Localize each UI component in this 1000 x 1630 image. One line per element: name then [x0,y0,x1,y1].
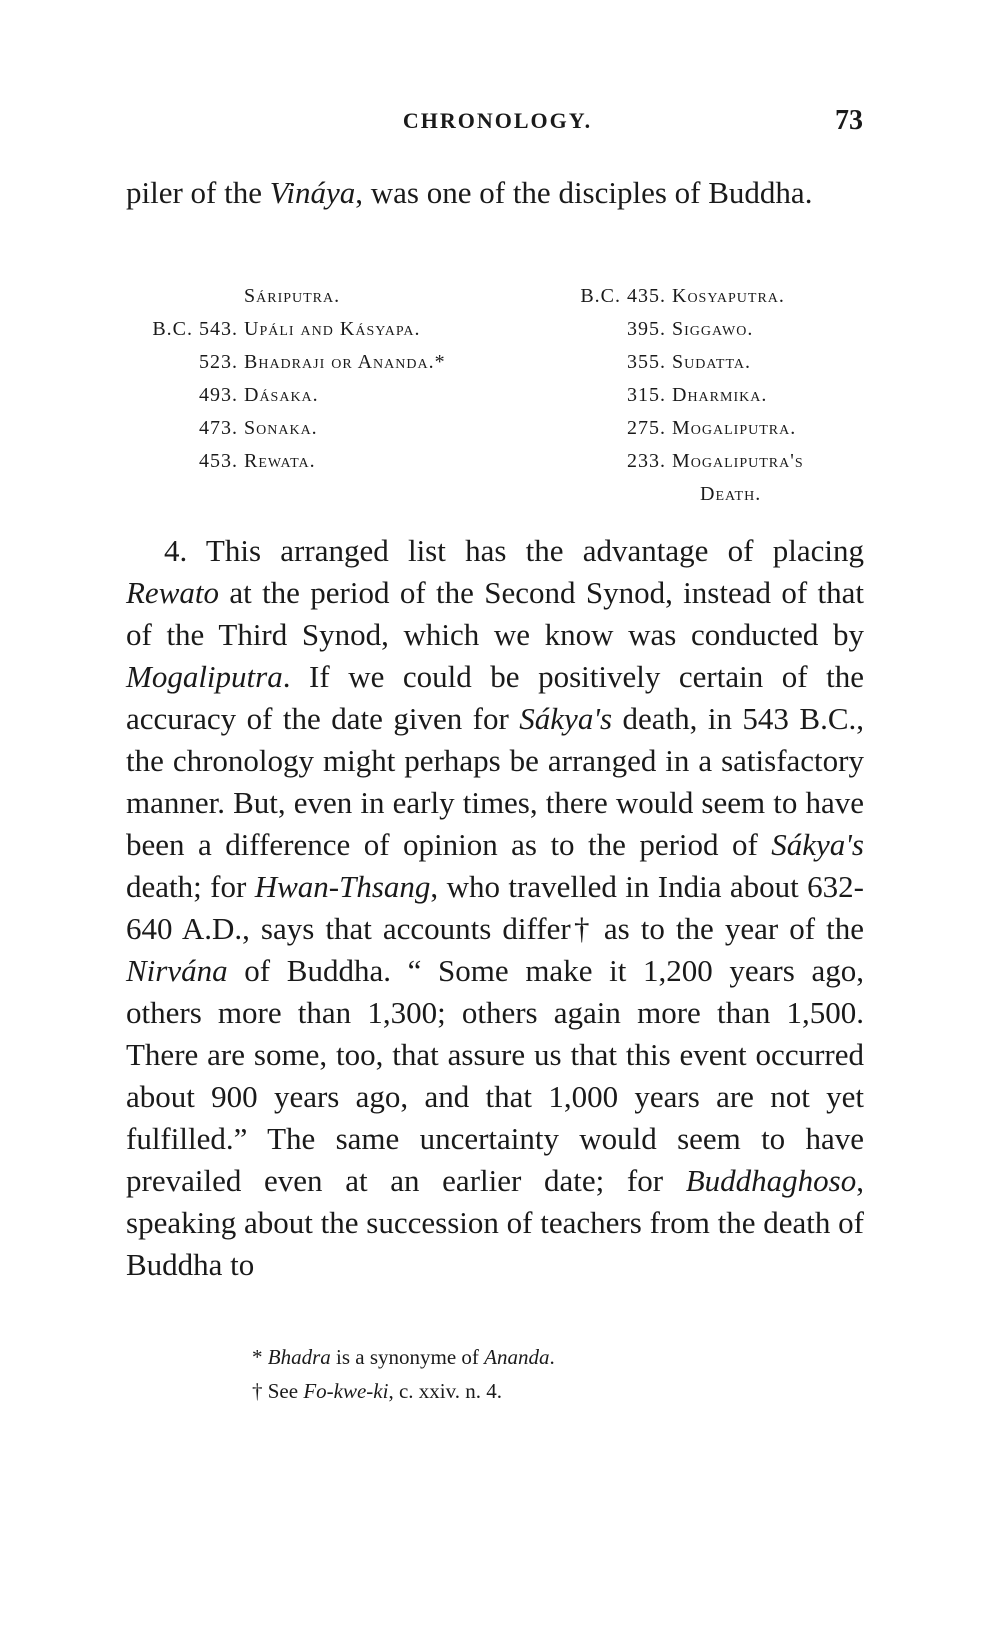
text-run: at the period of the Second Synod, instead of that of the Third Synod, which we know was conducted by [126,575,864,652]
list-name: Kosyaputra. [672,285,785,307]
italic-term: Sákya's [771,827,864,862]
text-run: . If we could be positively certain of the accuracy of the date given for [126,659,864,736]
list-year: 453. [199,450,238,472]
list-name: Upáli and Kásyapa. [244,318,421,340]
text-run: , speaking about the succession of teachers from the death of Buddha to [126,1163,864,1282]
italic-term: Vináya [269,175,356,210]
list-year: 355. [627,351,666,373]
succession-list-left [120,280,540,478]
italic-term: Fo-kwe-ki [303,1379,389,1403]
list-name: Siggawo. [672,318,754,340]
text-run: piler of the [126,175,270,210]
footnote-2 [252,1374,852,1408]
text-run: death; for [126,869,255,904]
list-item [120,379,540,412]
list-year: B.C. 543. [152,318,238,340]
footnotes [252,1340,852,1408]
succession-list-right [560,280,880,511]
list-item [560,379,880,412]
list-year: 523. [199,351,238,373]
text-run: death, in 543 B.C., the chronology might perhaps be arranged in a satisfactory manner. But, even in early times, there would seem to have been a difference of opinion as to the period of [126,701,864,862]
footnote-mark: * [252,1345,268,1369]
list-item [560,445,880,478]
list-name: Mogaliputra's [672,450,804,472]
list-name: Bhadraji or Ananda.* [244,351,446,373]
footnote-1 [252,1340,852,1374]
text-run: . [549,1345,555,1369]
text-run: , was one of the disciples of Buddha. [355,175,813,210]
list-item [560,280,880,313]
list-year: 233. [627,450,666,472]
list-item [120,280,540,313]
list-year: 275. [627,417,666,439]
list-year: 493. [199,384,238,406]
footnote-mark: † See [252,1379,304,1403]
list-item [560,346,880,379]
list-item [560,412,880,445]
italic-term: Nirvána [126,953,228,988]
page-header [120,105,875,148]
list-year: 473. [199,417,238,439]
list-name: Sáriputra. [244,285,341,307]
italic-term: Ananda [484,1345,550,1369]
main-paragraph [126,530,864,1286]
text-run: of Buddha. “ Some make it 1,200 years ago, others more than 1,300; others again more than 1,500. There are some, too, that assure us that this event occurred about 900 years ago, and that 1,000 years are not yet fulfilled.” The same uncertainty would seem to have prevailed even at an earlier date; for [126,953,864,1198]
list-item [120,412,540,445]
list-year: 315. [627,384,666,406]
page-number: 73 [835,105,863,136]
italic-term: Mogaliputra [126,659,283,694]
list-item [120,313,540,346]
list-item [120,346,540,379]
italic-term: Hwan-Thsang [254,869,431,904]
list-item [560,313,880,346]
text-run: , c. xxiv. n. 4. [388,1379,502,1403]
italic-term: Bhadra [267,1345,331,1369]
list-item-continuation: Death. [700,483,762,505]
list-name: Dásaka. [244,384,319,406]
italic-term: Rewato [126,575,219,610]
opening-paragraph [126,172,864,214]
list-name: Mogaliputra. [672,417,797,439]
list-name: Rewata. [244,450,316,472]
list-year: 395. [627,318,666,340]
list-name: Sonaka. [244,417,318,439]
list-item [120,445,540,478]
list-name: Sudatta. [672,351,751,373]
italic-term: Sákya's [519,701,613,736]
list-year [120,280,244,313]
list-year: B.C. 435. [580,285,666,307]
text-run: , who travelled in India about 632-640 A.D., says that accounts differ† as to the year of the [126,869,864,946]
list-name: Dharmika. [672,384,768,406]
running-head: CHRONOLOGY. [402,108,593,133]
text-run: 4. This arranged list has the advantage of placing [164,533,864,568]
italic-term: Buddhaghoso [685,1163,857,1198]
text-run: is a synonyme of [330,1345,485,1369]
